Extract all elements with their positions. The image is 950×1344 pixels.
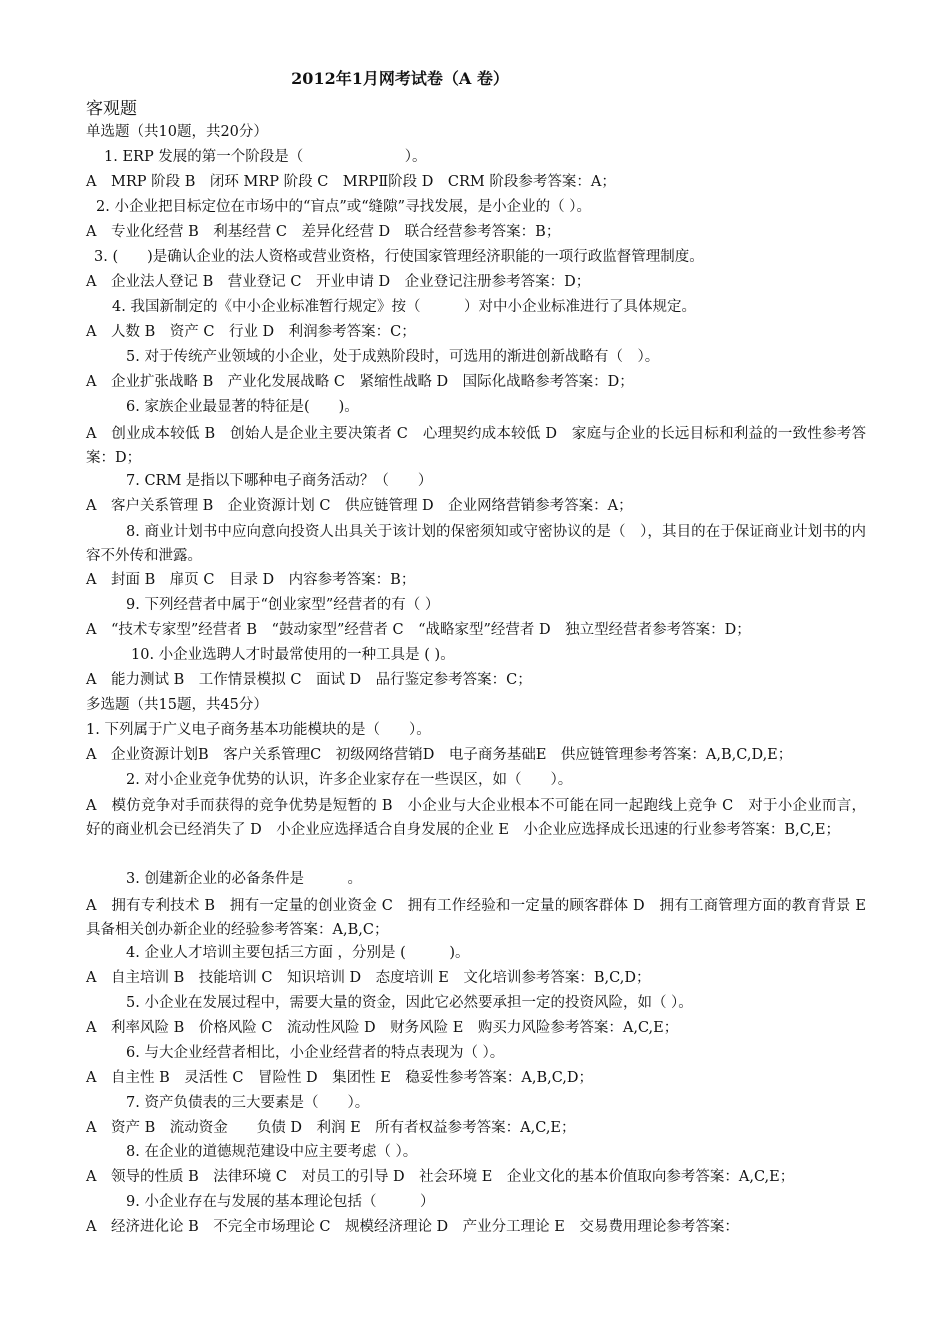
answer-options: A 人数 B 资产 C 行业 D 利润参考答案：C； <box>86 324 416 340</box>
answer-options: A 企业法人登记 B 营业登记 C 开业申请 D 企业登记注册参考答案：D； <box>86 274 591 290</box>
answer-options: A 自主性 B 灵活性 C 冒险性 D 集团性 E 稳妥性参考答案：A,B,C,D； <box>86 1070 594 1086</box>
question-text: 1. ERP 发展的第一个阶段是（ ）。 <box>104 149 427 165</box>
answer-options: A 创业成本较低 B 创始人是企业主要决策者 C 心理契约成本较低 D 家庭与企业的长远目标和利益的一致性参考答案：D； <box>86 426 866 466</box>
answer-options: A 自主培训 B 技能培训 C 知识培训 D 态度培训 E 文化培训参考答案：B,C,D； <box>86 970 651 986</box>
question-text: 2. 小企业把目标定位在市场中的“盲点”或“缝隙”寻找发展，是小企业的（ ）。 <box>96 199 591 215</box>
question-text: 7. CRM 是指以下哪种电子商务活动？（ ） <box>126 473 433 489</box>
question-text: 6. 家族企业最显著的特征是( )。 <box>126 399 359 415</box>
question-text: 7. 资产负债表的三大要素是（ ）。 <box>126 1095 370 1111</box>
question-text: 3. ( )是确认企业的法人资格或营业资格，行使国家管理经济职能的一项行政监督管理制度。 <box>94 249 704 265</box>
question-text: 5. 小企业在发展过程中，需要大量的资金，因此它必然要承担一定的投资风险，如（ ）。 <box>126 995 693 1011</box>
question-text: 8. 商业计划书中应向意向投资人出具关于该计划的保密须知或守密协议的是（ ），其目的在于保证商业计划书的内容不外传和泄露。 <box>86 524 866 564</box>
question-text: 9. 下列经营者中属于“创业家型”经营者的有（ ） <box>126 597 440 613</box>
answer-options: A 企业扩张战略 B 产业化发展战略 C 紧缩性战略 D 国际化战略参考答案：D； <box>86 374 634 390</box>
question-text: 1. 下列属于广义电子商务基本功能模块的是（ ）。 <box>86 722 431 738</box>
section-heading: 客观题 <box>86 99 137 119</box>
question-text: 2. 对小企业竞争优势的认识，许多企业家存在一些误区，如（ ）。 <box>126 772 573 788</box>
answer-options: A 领导的性质 B 法律环境 C 对员工的引导 D 社会环境 E 企业文化的基本价值取向参考答案：A,C,E； <box>86 1169 795 1185</box>
answer-options: A 客户关系管理 B 企业资源计划 C 供应链管理 D 企业网络营销参考答案：A； <box>86 498 633 514</box>
answer-options: A 企业资源计划B 客户关系管理C 初级网络营销D 电子商务基础E 供应链管理参考答案：A,B,C,D,E； <box>86 747 793 763</box>
answer-options: A 利率风险 B 价格风险 C 流动性风险 D 财务风险 E 购买力风险参考答案：A,C,E； <box>86 1020 679 1036</box>
question-text: 4. 我国新制定的《中小企业标准暂行规定》按（ ）对中小企业标准进行了具体规定。 <box>112 299 696 315</box>
question-text: 3. 创建新企业的必备条件是 。 <box>126 871 362 887</box>
answer-options: A MRP 阶段 B 闭环 MRP 阶段 C MRPⅡ阶段 D CRM 阶段参考答案：A； <box>86 174 616 190</box>
question-text: 6. 与大企业经营者相比，小企业经营者的特点表现为（ ）。 <box>126 1045 505 1061</box>
answer-options: A 经济进化论 B 不完全市场理论 C 规模经济理论 D 产业分工理论 E 交易费用理论参考答案： <box>86 1219 739 1235</box>
answer-options: A 能力测试 B 工作情景模拟 C 面试 D 品行鉴定参考答案：C； <box>86 672 532 688</box>
question-text: 4. 企业人才培训主要包括三方面 ，分别是 ( )。 <box>126 945 470 961</box>
answer-options: A 拥有专利技术 B 拥有一定量的创业资金 C 拥有工作经验和一定量的顾客群体 D 拥有工商管理方面的教育背景 E 具备相关创办新企业的经验参考答案：A,B,C； <box>86 898 881 938</box>
question-text: 10. 小企业选聘人才时最常使用的一种工具是 ( )。 <box>131 647 455 663</box>
answer-options: A 模仿竞争对手而获得的竞争优势是短暂的 B 小企业与大企业根本不可能在同一起跑线上竞争 C 对于小企业而言，好的商业机会已经消失了 D 小企业应选择适合自身发展的企业 E 小企业应选择成长迅速的行业参考答案：B,C,E； <box>86 798 866 838</box>
exam-title: 2012年1月网考试卷（A 卷） <box>291 69 509 88</box>
answer-options: A 资产 B 流动资金 负债 D 利润 E 所有者权益参考答案：A,C,E； <box>86 1120 576 1136</box>
question-text: 5. 对于传统产业领域的小企业，处于成熟阶段时，可选用的渐进创新战略有（ ）。 <box>126 349 660 365</box>
multi-choice-header: 多选题（共15题，共45分） <box>86 697 268 713</box>
answer-options: A “技术专家型”经营者 B “鼓动家型”经营者 C “战略家型”经营者 D 独立型经营者参考答案：D； <box>86 622 751 638</box>
answer-options: A 专业化经营 B 利基经营 C 差异化经营 D 联合经营参考答案：B； <box>86 224 561 240</box>
question-text: 8. 在企业的道德规范建设中应主要考虑（ ）。 <box>126 1144 418 1160</box>
answer-options: A 封面 B 扉页 C 目录 D 内容参考答案：B； <box>86 572 416 588</box>
single-choice-header: 单选题（共10题，共20分） <box>86 124 268 140</box>
question-text: 9. 小企业存在与发展的基本理论包括（ ） <box>126 1194 435 1210</box>
